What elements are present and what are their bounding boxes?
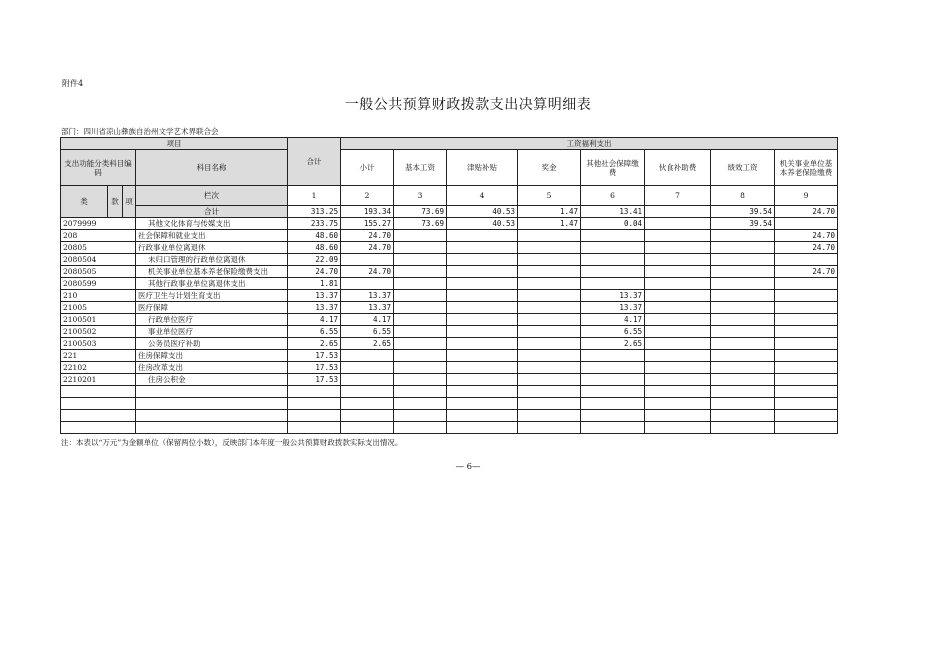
row-total: 13.37 [288,302,341,314]
row-total [288,422,341,434]
col-number: 7 [645,186,711,206]
col-number: 4 [447,186,518,206]
col-number: 2 [341,186,394,206]
row-total: 2.65 [288,338,341,350]
row-value [394,362,447,374]
row-total: 13.37 [288,290,341,302]
row-value [447,374,518,386]
table-row [61,374,838,386]
row-value [711,362,775,374]
row-value [775,386,838,398]
row-value [581,254,645,266]
row-value [711,242,775,254]
row-code: 221 [61,350,136,362]
row-value [518,386,581,398]
row-value [775,278,838,290]
row-code: 2080599 [61,278,136,290]
row-value [394,374,447,386]
table-row [61,398,838,410]
row-value [581,278,645,290]
row-total: 1.81 [288,278,341,290]
row-value [447,398,518,410]
row-name: 事业单位医疗 [136,326,288,338]
total-row-total: 313.25 [288,206,341,218]
row-value [394,242,447,254]
row-value: 39.54 [711,218,775,230]
header-lanci: 栏次 [136,186,288,206]
row-value [341,254,394,266]
page-number: — 6— [455,462,481,472]
row-name [136,410,288,422]
row-value: 40.53 [447,218,518,230]
row-value [645,350,711,362]
row-value [581,386,645,398]
row-name: 未归口管理的行政单位离退休 [136,254,288,266]
row-value [447,254,518,266]
total-row-value: 1.47 [518,206,581,218]
row-name [136,386,288,398]
row-value: 155.27 [341,218,394,230]
row-name: 行政事业单位离退休 [136,242,288,254]
row-value [645,290,711,302]
row-code: 22102 [61,362,136,374]
row-value [645,410,711,422]
page-title: 一般公共预算财政拨款支出决算明细表 [344,97,592,113]
row-value: 13.37 [581,302,645,314]
table-row [61,326,838,338]
total-row-value [645,206,711,218]
table-row [61,386,838,398]
row-value [518,278,581,290]
row-value [581,266,645,278]
row-name: 其他行政事业单位离退休支出 [136,278,288,290]
header-salary-group: 工资福利支出 [341,138,838,150]
row-value: 4.17 [581,314,645,326]
table-row [61,254,838,266]
total-row-value: 24.70 [775,206,838,218]
row-code: 208 [61,230,136,242]
row-name [136,422,288,434]
row-value [341,278,394,290]
row-value: 24.70 [341,242,394,254]
row-value [775,350,838,362]
total-row-value: 40.53 [447,206,518,218]
row-value [711,314,775,326]
row-value: 6.55 [341,326,394,338]
department-label: 部门：四川省凉山彝族自治州文学艺术界联合会 [61,127,219,136]
row-value [645,314,711,326]
row-name: 行政单位医疗 [136,314,288,326]
row-value [711,230,775,242]
row-total [288,386,341,398]
row-value [341,410,394,422]
row-code [61,398,136,410]
col-number: 9 [775,186,838,206]
row-value [341,386,394,398]
row-value [394,302,447,314]
row-value [775,398,838,410]
row-code: 2100502 [61,326,136,338]
row-value [581,362,645,374]
header-xiang: 项 [123,186,136,218]
row-value [341,350,394,362]
table-row [61,278,838,290]
row-value: 24.70 [775,266,838,278]
header-col: 津贴补贴 [447,150,518,186]
row-value [447,314,518,326]
row-value: 13.37 [341,290,394,302]
row-value [447,242,518,254]
header-col: 小计 [341,150,394,186]
row-value [518,398,581,410]
row-value [447,422,518,434]
row-value [447,266,518,278]
table-row [61,422,838,434]
row-value [518,230,581,242]
header-col: 基本工资 [394,150,447,186]
row-value [775,290,838,302]
col-number: 8 [711,186,775,206]
col-number: 3 [394,186,447,206]
row-value: 73.69 [394,218,447,230]
row-name: 住房公积金 [136,374,288,386]
header-lei: 类 [61,186,108,218]
row-value [518,314,581,326]
row-value [341,398,394,410]
row-value [394,398,447,410]
row-value [394,278,447,290]
row-value [711,278,775,290]
row-value [711,266,775,278]
row-code [61,422,136,434]
row-value [447,290,518,302]
row-value [581,422,645,434]
row-value [645,398,711,410]
row-value: 13.37 [581,290,645,302]
row-total: 17.53 [288,362,341,374]
row-value [645,242,711,254]
row-value [711,386,775,398]
row-total: 6.55 [288,326,341,338]
annex-label: 附件4 [62,79,84,88]
row-value [394,386,447,398]
row-value [447,230,518,242]
row-code: 2079999 [61,218,136,230]
row-value [581,410,645,422]
row-total [288,398,341,410]
row-value [518,302,581,314]
row-value [518,350,581,362]
header-col: 机关事业单位基本养老保险缴费 [775,150,838,186]
row-value [394,230,447,242]
row-value [394,254,447,266]
row-value [394,290,447,302]
row-value [394,314,447,326]
table-row [61,218,838,230]
total-row-value: 193.34 [341,206,394,218]
row-total: 48.60 [288,242,341,254]
table-row [61,266,838,278]
row-code: 20805 [61,242,136,254]
total-row-value: 73.69 [394,206,447,218]
row-code: 210 [61,290,136,302]
row-value [518,326,581,338]
header-col: 绩效工资 [711,150,775,186]
row-name: 社会保障和就业支出 [136,230,288,242]
col-number: 5 [518,186,581,206]
row-value: 24.70 [775,242,838,254]
header-subject-name: 科目名称 [136,150,288,186]
row-value [394,326,447,338]
row-code [61,410,136,422]
row-name: 其他文化体育与传媒支出 [136,218,288,230]
header-col: 其他社会保障缴费 [581,150,645,186]
row-value [518,338,581,350]
header-total: 合计 [288,138,341,186]
row-value [394,410,447,422]
row-code: 2080505 [61,266,136,278]
table-row [61,350,838,362]
row-value: 2.65 [581,338,645,350]
table-row [61,314,838,326]
row-name: 机关事业单位基本养老保险缴费支出 [136,266,288,278]
row-value [645,218,711,230]
row-value [775,410,838,422]
row-value [518,290,581,302]
header-col: 奖金 [518,150,581,186]
row-value [394,350,447,362]
row-value: 6.55 [581,326,645,338]
row-value: 24.70 [775,230,838,242]
row-total: 22.09 [288,254,341,266]
row-value [341,362,394,374]
row-value [447,302,518,314]
row-code [61,386,136,398]
row-value: 1.47 [518,218,581,230]
row-code: 2100501 [61,314,136,326]
row-total: 17.53 [288,350,341,362]
row-value [341,374,394,386]
total-row-value: 13.41 [581,206,645,218]
table-body [61,218,838,434]
row-value [518,362,581,374]
row-value [341,422,394,434]
row-value [518,374,581,386]
row-name: 公务员医疗补助 [136,338,288,350]
row-value [645,422,711,434]
row-value [711,338,775,350]
row-value [394,338,447,350]
header-kuan: 款 [108,186,123,218]
row-value [645,302,711,314]
row-value [645,278,711,290]
table-row [61,362,838,374]
row-value [447,350,518,362]
col-number: 6 [581,186,645,206]
row-value [581,398,645,410]
table-row [61,242,838,254]
row-value [394,422,447,434]
row-value [711,422,775,434]
table-row [61,302,838,314]
col-number: 1 [288,186,341,206]
row-value [711,410,775,422]
row-value: 4.17 [341,314,394,326]
row-value [711,254,775,266]
table-row [61,410,838,422]
row-name: 医疗卫生与计划生育支出 [136,290,288,302]
row-value [645,374,711,386]
row-value [645,362,711,374]
row-value [645,266,711,278]
total-row-value: 39.54 [711,206,775,218]
row-value [775,254,838,266]
row-value: 24.70 [341,230,394,242]
table-row [61,230,838,242]
row-value [394,266,447,278]
row-value [775,326,838,338]
header-col: 伙食补助费 [645,150,711,186]
row-total [288,410,341,422]
row-value [711,326,775,338]
row-total: 17.53 [288,374,341,386]
row-value [581,230,645,242]
expenditure-table [60,137,838,434]
row-total: 233.75 [288,218,341,230]
row-value [711,374,775,386]
row-value: 2.65 [341,338,394,350]
row-value [447,410,518,422]
row-value [581,374,645,386]
table-row [61,338,838,350]
row-value [645,338,711,350]
row-value [775,374,838,386]
row-value [518,242,581,254]
row-value [645,254,711,266]
footnote: 注：本表以“万元”为金额单位（保留两位小数），反映部门本年度一般公共预算财政拨款实际支出情况。 [61,438,403,447]
row-value [645,386,711,398]
header-project: 项目 [61,138,288,150]
row-value [518,266,581,278]
row-value [775,314,838,326]
row-name: 住房保障支出 [136,350,288,362]
row-value [775,302,838,314]
row-value: 24.70 [341,266,394,278]
row-value [711,398,775,410]
row-total: 4.17 [288,314,341,326]
row-value [711,302,775,314]
row-code: 2210201 [61,374,136,386]
row-name [136,398,288,410]
row-value [581,242,645,254]
row-value [645,326,711,338]
row-total: 24.70 [288,266,341,278]
row-code: 2100503 [61,338,136,350]
row-total: 48.60 [288,230,341,242]
row-value [645,230,711,242]
row-value [447,326,518,338]
row-name: 医疗保障 [136,302,288,314]
row-value [447,338,518,350]
row-value [518,254,581,266]
row-value: 0.04 [581,218,645,230]
row-value [711,350,775,362]
row-value [711,290,775,302]
row-value [518,410,581,422]
row-name: 住房改革支出 [136,362,288,374]
row-value [447,278,518,290]
row-value [775,422,838,434]
row-value [518,422,581,434]
row-value: 13.37 [341,302,394,314]
row-code: 2080504 [61,254,136,266]
row-value [447,362,518,374]
header-code-group: 支出功能分类科目编码 [61,150,136,186]
row-value [775,218,838,230]
row-value [447,386,518,398]
row-code: 21005 [61,302,136,314]
table-row [61,290,838,302]
total-row-label: 合计 [136,206,288,218]
row-value [775,362,838,374]
row-value [775,338,838,350]
row-value [581,350,645,362]
